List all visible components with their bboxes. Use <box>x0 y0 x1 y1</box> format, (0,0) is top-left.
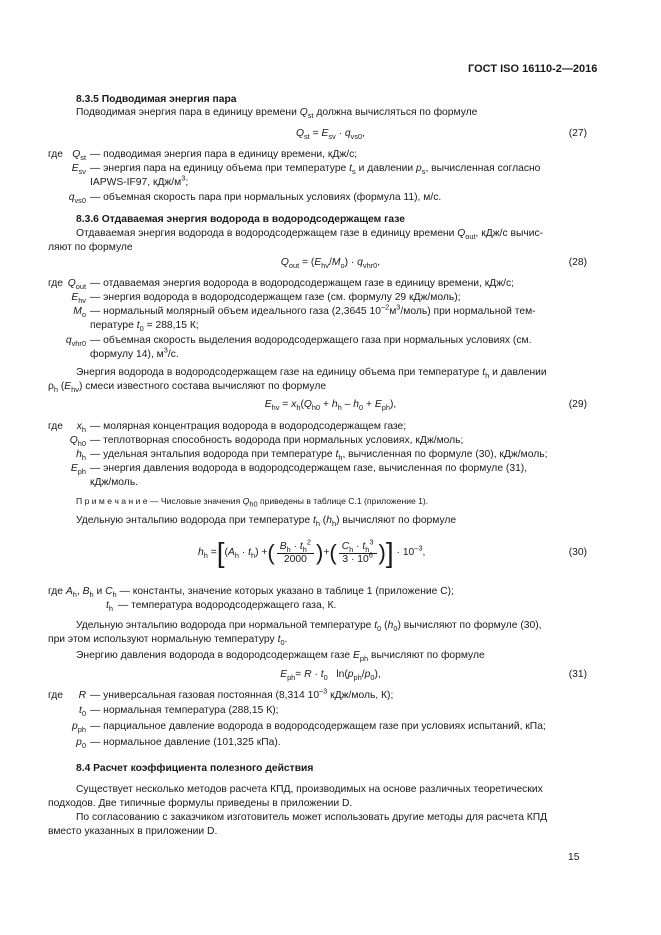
symbol: $Q_{h0}$ <box>69 435 86 449</box>
formula-27: $Q_{st} = E_{sv} \cdot q_{vs0}$, <box>295 128 366 142</box>
definition-cont: формулу 14), $м^3/с$. <box>90 345 179 360</box>
definition: — объемная скорость пара при нормальных условиях (формула 11), м/с. <box>90 192 442 203</box>
definition-cont: IAPWS-IF97, кДж/$м^3$; <box>90 173 189 188</box>
section-title-8-3-5: 8.3.5 Подводимая энергия пара <box>76 94 237 105</box>
symbol: $Q_{st}$ <box>72 149 86 163</box>
symbol: R <box>78 690 86 701</box>
paragraph: Подводимая энергия пара в единицу времени $Q_{st}$ должна вычисляться по формуле <box>76 107 478 121</box>
symbol: $h_h$ <box>76 449 86 463</box>
section-title-8-4: 8.4 Расчет коэффициента полезного действия <box>76 763 314 774</box>
paragraph-cont: при этом используют нормальную температуру $t_0$. <box>48 634 288 648</box>
formula-28: $Q_{out} = (E_{hv}/M_o) \cdot q_{vhr0}$, <box>280 257 381 271</box>
symbol: $E_{sv}$ <box>71 163 86 177</box>
symbol: $q_{vs0}$ <box>68 192 86 206</box>
definition: — молярная концентрация водорода в водородсодержащем газе; <box>90 421 407 432</box>
paragraph: Энергия водорода в водородсодержащем газе на единицу объема при температуре $t_h$ и давлении <box>76 367 547 381</box>
formula-number: (28) <box>568 257 587 268</box>
paragraph-cont: подходов. Две типичные формулы приведены в приложении D. <box>48 798 353 809</box>
standard-header: ГОСТ ISO 16110-2—2016 <box>468 63 598 75</box>
definition: — энергия давления водорода в водородсодержащем газе, вычисленная по формуле (31), <box>90 463 528 474</box>
symbol: $p_0$ <box>76 737 86 751</box>
paragraph: По согласованию с заказчиком изготовитель может использовать другие методы для расчета КПД <box>76 812 548 823</box>
definition: где $A_h$, $B_h$ и $C_h$ — константы, значение которых указано в таблице 1 (приложение С); <box>48 586 454 600</box>
formula-31: $E_{ph}= R \cdot t_0$ $\ln(p_{ph}/p_0)$, <box>280 669 381 683</box>
paragraph: Отдаваемая энергия водорода в водородсодержащем газе в единицу времени $Q_{out}$, кДж/с вычис- <box>76 228 544 242</box>
definition: — объемная скорость выделения водородсодержащего газа при нормальных условиях (см. <box>90 335 532 346</box>
paragraph: Удельную энтальпию водорода при температуре $t_h$ $(h_h)$ вычисляют по формуле <box>76 515 457 529</box>
formula-number: (29) <box>568 399 587 410</box>
definition-cont: пературе $t_0 = 288,15$ К; <box>90 320 199 334</box>
symbol: $q_{vhr0}$ <box>65 335 86 349</box>
where-label: где <box>48 149 64 160</box>
definition: — энергия пара на единицу объема при температуре $t_s$ и давлении $p_s$, вычисленная согласно <box>90 163 541 177</box>
where-label: где <box>48 421 64 432</box>
symbol: $t_0$ <box>79 705 86 719</box>
symbol: $E_{hv}$ <box>71 292 86 306</box>
paragraph: Существует несколько методов расчета КПД, производимых на основе различных теоретических <box>76 784 543 795</box>
where-label: где <box>48 278 64 289</box>
symbol: $t_h$ <box>106 600 113 614</box>
formula-29: $E_{hv} = x_h(Q_{h0} + h_h - h_0 + E_{ph})$, <box>264 399 397 413</box>
section-title-8-3-6: 8.3.6 Отдаваемая энергия водорода в водородсодержащем газе <box>76 214 405 225</box>
symbol: $x_h$ <box>76 421 86 435</box>
paragraph: Энергию давления водорода в водородсодержащем газе $E_{ph}$ вычисляют по формуле <box>76 650 485 664</box>
symbol: $E_{ph}$ <box>70 463 86 477</box>
definition: — нормальный молярный объем идеального газа (2,3645 $10^{-2}м^3/моль$) при нормальной тем- <box>90 302 536 317</box>
definition-cont: кДж/моль. <box>90 477 139 488</box>
definition: — нормальное давление (101,325 кПа). <box>90 737 281 748</box>
paragraph-cont: вместо указанных в приложении D. <box>48 826 218 837</box>
definition: — удельная энтальпия водорода при температуре $t_h$, вычисленная по формуле (30), кДж/моль; <box>90 449 548 463</box>
definition: — теплотворная способность водорода при нормальных условиях, кДж/моль; <box>90 435 464 446</box>
formula-number: (31) <box>568 669 587 680</box>
symbol: $p_{ph}$ <box>72 721 86 735</box>
paragraph: Удельную энтальпию водорода при нормальной температуре $t_0$ $(h_0)$ вычисляют по формуле (30), <box>76 620 542 634</box>
where-label: где <box>48 690 64 701</box>
definition: — температура водородсодержащего газа, К. <box>118 600 337 611</box>
definition: — отдаваемая энергия водорода в водородсодержащем газе в единицу времени, кДж/с; <box>90 278 514 289</box>
definition: — парциальное давление водорода в водородсодержащем газе при условиях испытаний, кПа; <box>90 721 546 732</box>
note: П р и м е ч а н и е — Числовые значения $Q_{h0}$ приведены в таблице С.1 (приложение 1). <box>76 496 429 509</box>
formula-30: $h_h$ = [ $(A_h \cdot t_h)$ + ( $\frac{B_h \cdot t_h^2}{2000}$ ) + ( $\frac{C_h \cdot t_h^3}{3 \cdot 10^6}$ ) ] · $10^{-3}$, <box>198 537 426 568</box>
symbol: $Q_{out}$ <box>67 278 86 292</box>
paragraph-cont: $\rho_h$ $(E_{hv})$ смеси известного состава вычисляют по формуле <box>48 381 327 395</box>
formula-number: (30) <box>568 547 587 558</box>
page-number: 15 <box>568 852 580 863</box>
paragraph-cont: ляют по формуле <box>48 242 133 253</box>
definition: — энергия водорода в водородсодержащем газе (см. формулу 29 кДж/моль); <box>90 292 461 303</box>
formula-number: (27) <box>568 128 587 139</box>
symbol: $M_o$ <box>73 306 86 320</box>
definition: — универсальная газовая постоянная (8,314 $10^{-3}$ кДж/моль, К); <box>90 686 394 701</box>
definition: — нормальная температура (288,15 К); <box>90 705 279 716</box>
definition: — подводимая энергия пара в единицу времени, кДж/с; <box>90 149 358 160</box>
